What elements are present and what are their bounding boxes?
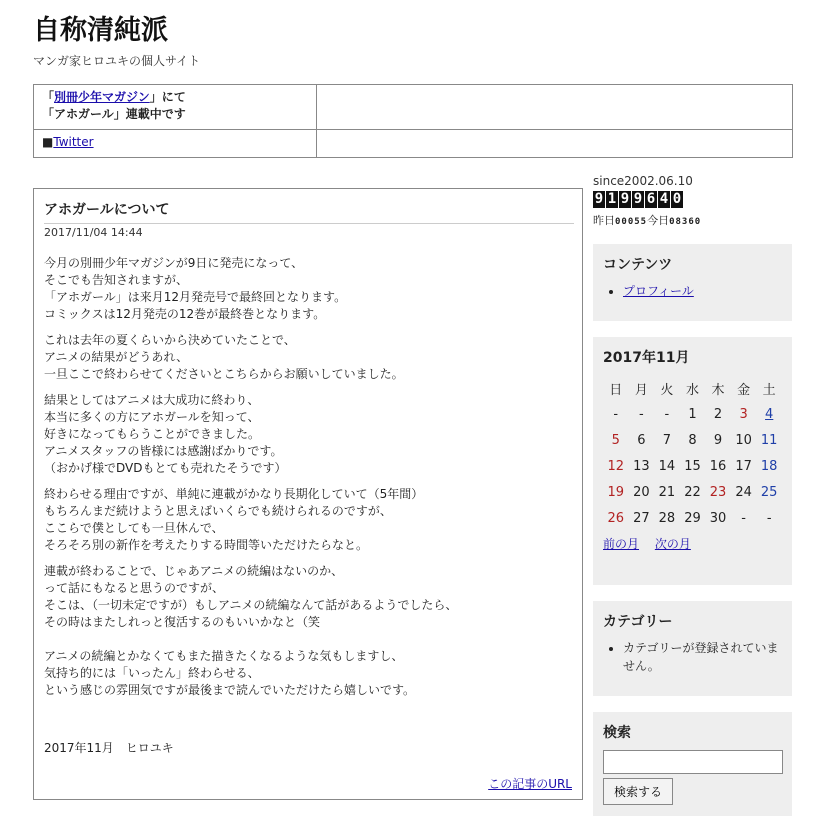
calendar-day: 24 [735, 484, 752, 500]
calendar-day: 17 [735, 458, 752, 474]
article-date: 2017/11/04 14:44 [44, 226, 143, 239]
calendar-weekday: 木 [711, 382, 725, 398]
calendar-day-link[interactable]: 4 [765, 406, 774, 422]
calendar-day: 2 [713, 406, 723, 422]
calendar-day: - [664, 406, 670, 422]
calendar-day: 18 [760, 458, 778, 474]
calendar-weekday: 水 [685, 382, 699, 398]
calendar-weekday: 月 [634, 382, 648, 398]
article-line: そこでも告知されますが、 [44, 273, 189, 287]
category-panel [593, 601, 792, 696]
article-line: これは去年の夏くらいから決めていたことで、 [44, 333, 296, 347]
calendar-day: 26 [607, 510, 625, 526]
counter-digit: 9 [633, 191, 643, 207]
prev-month-link[interactable]: 前の月 [603, 537, 640, 551]
top-info-divider [316, 85, 317, 157]
calendar-day: 8 [688, 432, 697, 448]
profile-link[interactable]: プロフィール [623, 284, 694, 298]
next-month-link[interactable]: 次の月 [654, 537, 691, 551]
article-line: 気持ち的には「いったん」終わらせる、 [44, 666, 260, 680]
access-counter [593, 191, 683, 208]
calendar-day: 28 [658, 510, 676, 526]
article-line: ここらで僕としても一旦休んで、 [44, 521, 224, 535]
calendar-day: 16 [709, 458, 727, 474]
article-title: アホガールについて [44, 199, 574, 224]
calendar-weekday: 火 [660, 382, 674, 398]
article [33, 188, 583, 800]
calendar-day: 21 [658, 484, 676, 500]
counter-digit: 4 [659, 191, 669, 207]
contents-heading: コンテンツ [603, 257, 673, 273]
article-line: って話にもなると思うのですが、 [44, 581, 225, 595]
article-line: アニメの続編とかなくてもまた描きたくなるような気もしますし、 [44, 649, 404, 663]
counter-digit: 9 [594, 191, 604, 207]
search-input[interactable] [603, 750, 783, 774]
article-line: 連載が終わることで、じゃあアニメの続編はないのか、 [44, 564, 344, 578]
calendar-day [756, 401, 782, 427]
article-paragraph [44, 255, 574, 323]
search-panel [593, 712, 792, 816]
calendar-day: 12 [607, 458, 625, 474]
calendar-day: 27 [633, 510, 650, 526]
today-label: 今日 [647, 214, 670, 227]
twitter-link[interactable]: Twitter [53, 135, 94, 149]
contents-item [623, 282, 782, 300]
calendar-day: - [741, 510, 746, 526]
site-subtitle: マンガ家ヒロユキの個人サイト [33, 54, 201, 68]
calendar-day: 7 [662, 432, 672, 448]
calendar-day: 25 [760, 484, 778, 500]
article-line: そこは、（一切未定ですが）もしアニメの続編なんて話があるようでしたら、 [44, 598, 458, 612]
calendar-day: 15 [684, 458, 701, 474]
permalink-link[interactable]: この記事のURL [488, 777, 572, 791]
article-line: コミックスは12月発売の12巻が最終巻となります。 [44, 307, 326, 321]
article-line: 好きになってもらうことができました。 [44, 427, 261, 441]
calendar-day: 29 [684, 510, 701, 526]
calendar-nav [603, 535, 782, 552]
category-heading: カテゴリー [603, 614, 673, 630]
twitter-row [42, 135, 94, 149]
site-title: 自称清純派 [33, 15, 168, 46]
article-line: 「アホガール」は来月12月発売号で最終回となります。 [44, 290, 347, 304]
calendar-heading: 2017年11月 [603, 350, 690, 366]
counter-digit: 6 [646, 191, 656, 207]
article-paragraph [44, 332, 574, 383]
calendar-table [603, 375, 782, 531]
calendar-day: 22 [684, 484, 701, 500]
yesterday-label: 昨日 [593, 214, 615, 227]
article-line: その時はまたしれっと復活するのもいいかなと（笑 [44, 615, 321, 629]
article-body [44, 255, 574, 708]
calendar-day: 6 [637, 432, 646, 448]
calendar-day: 13 [633, 458, 650, 474]
calendar-day: 1 [688, 406, 697, 422]
search-button[interactable]: 検索する [603, 778, 673, 805]
counter-digit: 1 [607, 191, 617, 207]
calendar-day: 23 [709, 484, 727, 500]
calendar-day: 9 [713, 432, 723, 448]
yesterday-value: 00055 [615, 217, 648, 227]
calendar-day: 14 [658, 458, 676, 474]
counter-digit: 0 [672, 191, 682, 207]
calendar-day: - [766, 510, 772, 526]
calendar-day: 30 [709, 510, 727, 526]
search-heading: 検索 [603, 725, 631, 741]
calendar-day: 11 [760, 432, 778, 448]
article-line: そろそろ別の新作を考えたりする時間等いただけたらなと。 [44, 538, 369, 552]
article-line: 一旦ここで終わらせてくださいとこちらからお願いしていました。 [44, 367, 404, 381]
calendar-day: - [638, 406, 644, 422]
mag-open-bracket: 「 [42, 90, 55, 104]
article-paragraph [44, 392, 574, 477]
article-line: 結果としてはアニメは大成功に終わり、 [44, 393, 260, 407]
article-line: という感じの雰囲気ですが最後まで読んでいただけたら嬉しいです。 [44, 683, 416, 697]
magazine-link[interactable]: 別冊少年マガジン [54, 90, 150, 104]
category-item: • カテゴリーが登録されていません。 [623, 639, 782, 675]
calendar-weekday: 金 [737, 382, 751, 398]
mag-line2: 「アホガール」連載中です [42, 107, 186, 121]
article-line: 今月の別冊少年マガジンが9日に発売になって、 [44, 256, 304, 270]
calendar-weekday: 土 [762, 382, 776, 398]
contents-panel [593, 244, 792, 321]
calendar-day: 10 [735, 432, 752, 448]
article-signature: 2017年11月 ヒロユキ [44, 741, 174, 755]
today-value: 08360 [669, 217, 702, 227]
calendar-day: - [613, 406, 619, 422]
article-line: （おかげ様でDVDもとても売れたそうです） [44, 461, 287, 475]
article-paragraph [44, 486, 574, 554]
calendar-weekday: 日 [609, 382, 623, 398]
mag-after-text: 」にて [149, 90, 186, 104]
since-text: since2002.06.10 [593, 174, 693, 188]
calendar-day: 19 [607, 484, 625, 500]
article-line: アニメスタッフの皆様には感謝ばかりです。 [44, 444, 283, 458]
counter-digit: 9 [620, 191, 630, 207]
calendar-day: 5 [611, 432, 620, 448]
daily-counter [593, 212, 701, 228]
article-line: 本当に多くの方にアホガールを知って、 [44, 410, 260, 424]
top-info-box [33, 84, 793, 158]
article-line: アニメの結果がどうあれ、 [44, 350, 189, 364]
square-bullet-icon: ■ [42, 135, 54, 149]
calendar-day: 3 [739, 406, 748, 422]
article-line: 終わらせる理由ですが、単純に連載がかなり長期化していて（5年間） [44, 487, 424, 501]
calendar-day: 20 [633, 484, 650, 500]
calendar-panel [593, 337, 792, 585]
article-line: もちろんまだ続けようと思えばいくらでも続けられるのですが、 [44, 504, 392, 518]
article-paragraph [44, 563, 574, 699]
magazine-notice [42, 89, 186, 123]
